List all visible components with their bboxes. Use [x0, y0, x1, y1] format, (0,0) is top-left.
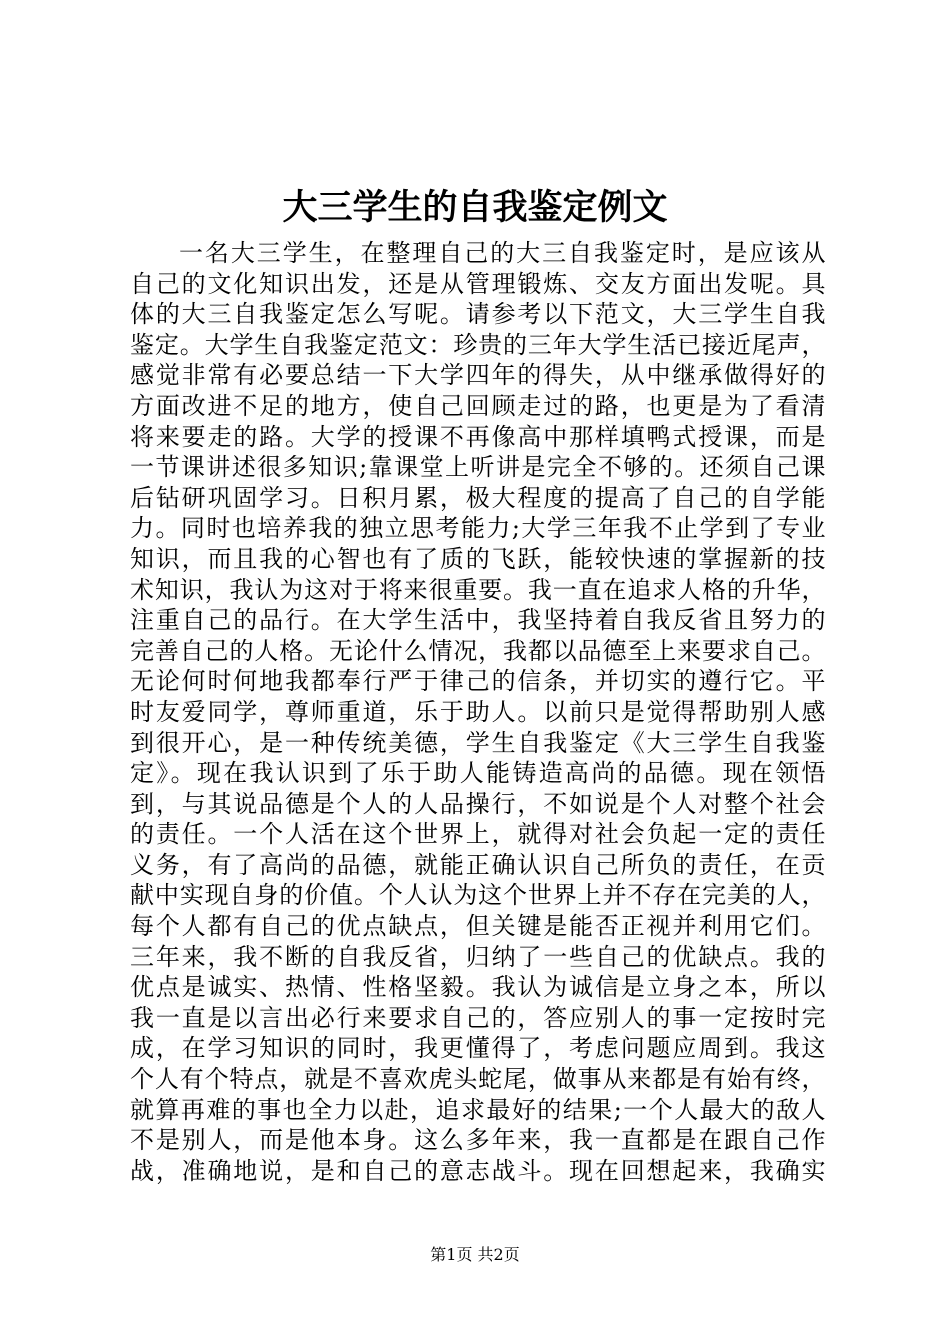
- body-line: 我一直是以言出必行来要求自己的，答应别人的事一定按时完: [130, 1003, 826, 1032]
- body-line: 自己的文化知识出发，还是从管理锻炼、交友方面出发呢。具: [130, 269, 826, 298]
- body-line: 注重自己的品行。在大学生活中，我坚持着自我反省且努力的: [130, 606, 826, 635]
- body-line: 将来要走的路。大学的授课不再像高中那样填鸭式授课，而是: [130, 422, 826, 451]
- body-line: 一节课讲述很多知识;靠课堂上听讲是完全不够的。还须自己课: [130, 453, 826, 482]
- body-line: 不是别人，而是他本身。这么多年来，我一直都是在跟自己作: [130, 1126, 826, 1155]
- page-footer: 第1页 共2页: [430, 1245, 520, 1264]
- body-line: 体的大三自我鉴定怎么写呢。请参考以下范文，大三学生自我: [130, 300, 826, 329]
- body-line: 鉴定。大学生自我鉴定范文：珍贵的三年大学生活已接近尾声，: [130, 330, 826, 359]
- body-line: 成，在学习知识的同时，我更懂得了，考虑问题应周到。我这: [130, 1034, 826, 1063]
- body-line: 战，准确地说，是和自己的意志战斗。现在回想起来，我确实: [130, 1156, 826, 1185]
- body-line: 到，与其说品德是个人的人品操行，不如说是个人对整个社会: [130, 789, 826, 818]
- body-line: 个人有个特点，就是不喜欢虎头蛇尾，做事从来都是有始有终，: [130, 1065, 826, 1094]
- body-line: 感觉非常有必要总结一下大学四年的得失，从中继承做得好的: [130, 361, 826, 390]
- body-line: 的责任。一个人活在这个世界上，就得对社会负起一定的责任: [130, 820, 826, 849]
- body-line: 时友爱同学，尊师重道，乐于助人。以前只是觉得帮助别人感: [130, 697, 826, 726]
- body-line: 就算再难的事也全力以赴，追求最好的结果;一个人最大的敌人: [130, 1095, 826, 1124]
- body-line: 力。同时也培养我的独立思考能力;大学三年我不止学到了专业: [130, 514, 826, 543]
- document-title: 大三学生的自我鉴定例文: [282, 187, 668, 228]
- body-line: 献中实现自身的价值。个人认为这个世界上并不存在完美的人，: [130, 881, 826, 910]
- document-body: [130, 238, 826, 1186]
- body-line: 三年来，我不断的自我反省，归纳了一些自己的优缺点。我的: [130, 942, 826, 971]
- body-line: 到很开心，是一种传统美德，学生自我鉴定《大三学生自我鉴: [130, 728, 826, 757]
- body-line: 无论何时何地我都奉行严于律己的信条，并切实的遵行它。平: [130, 667, 826, 696]
- body-line: 完善自己的人格。无论什么情况，我都以品德至上来要求自己。: [130, 636, 826, 665]
- body-line: 术知识，我认为这对于将来很重要。我一直在追求人格的升华，: [130, 575, 826, 604]
- body-line: 定》。现在我认识到了乐于助人能铸造高尚的品德。现在领悟: [130, 759, 826, 788]
- body-line: 后钻研巩固学习。日积月累，极大程度的提高了自己的自学能: [130, 483, 826, 512]
- body-line: 义务，有了高尚的品德，就能正确认识自己所负的责任，在贡: [130, 850, 826, 879]
- body-line: 优点是诚实、热情、性格坚毅。我认为诚信是立身之本，所以: [130, 973, 826, 1002]
- body-line: 方面改进不足的地方，使自己回顾走过的路，也更是为了看清: [130, 391, 826, 420]
- body-line: 每个人都有自己的优点缺点，但关键是能否正视并利用它们。: [130, 912, 826, 941]
- body-line: 一名大三学生，在整理自己的大三自我鉴定时，是应该从: [179, 239, 826, 267]
- body-line: 知识，而且我的心智也有了质的飞跃，能较快速的掌握新的技: [130, 544, 826, 573]
